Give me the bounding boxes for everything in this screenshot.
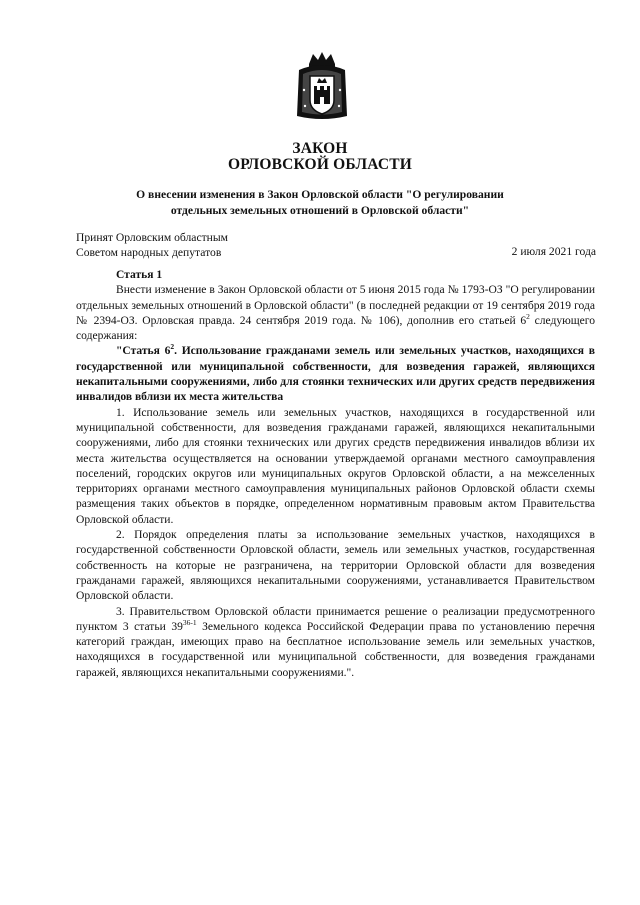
adoption-line-1: Принят Орловским областным [76,231,228,244]
article-intro [76,283,595,344]
article-intro-text: Внести изменение в Закон Орловской области от 5 июня 2015 года № 1793-ОЗ "О регулировании отдельных земельных отношений в Орловской области" (в последней редакции от 19 сентября 2019 года № 2394-ОЗ. Орловская правда. 24 сентября 2019 года. № 106), дополнив его статьей 6 [76,284,595,327]
adoption-line-2: Советом народных депутатов [76,246,222,259]
adoption-date: 2 июля 2021 года [511,245,596,258]
region-title: ОРЛОВСКОЙ ОБЛАСТИ [227,156,413,173]
orel-coat-of-arms-icon [293,50,351,124]
law-body [76,268,595,681]
clause-3-superscript: 36-1 [182,617,197,627]
clause-3-tail: Земельного кодекса Российской Федерации права по установлению перечня категорий граждан, имеющих право на бесплатное использование земель или земельных участков, находящихся в государственной или муниципальной собственности, для возведения гражданами гаражей, являющихся некапитальными сооружениями.". [76,620,595,679]
article-intro-tail: следующего содержания: [76,314,596,343]
adoption-note [76,230,228,260]
article-intro-superscript: 2 [526,312,530,322]
clause-2: 2. Порядок определения платы за использование земельных участков, находящихся в государственной собственности Орловской области, земель или земельных участков, государственная собственность на которые не разграничена, на территории Орловской области для возведения гражданами гаражей, являющихся некапитальными сооружениями, устанавливается Правительством Орловской области. [76,529,595,603]
article-heading: Статья 1 [116,269,163,281]
new-article-title-a: "Статья 6 [116,345,171,358]
new-article-title-b: . Использование гражданами земель или земельных участков, находящихся в государственной или муниципальной собственности, для возведения гаражей, являющихся некапитальными сооружениями, либо для стоянки технических или других средств передвижения инвалидов вблизи их места жительства [76,345,595,404]
new-article-superscript: 2 [170,342,175,352]
law-subtitle: О внесении изменения в Закон Орловской области "О регулировании отдельных земельных отношений в Орловской области" [136,188,504,217]
new-article-title [76,344,595,405]
clause-3-text: 3. Правительством Орловской области принимается решение о реализации предусмотренного пунктом 3 статьи 39 [76,605,595,633]
clause-3 [76,605,595,681]
clause-1: 1. Использование земель или земельных участков, находящихся в государственной или муниципальной собственности, для возведения гражданами гаражей, являющихся некапитальными сооружениями, либо для стоянки технических или других средств передвижения инвалидов вблизи их места жительства осуществляется на основании утверждаемой органами местного самоуправления поселений, городских округов или муниципальных округов Орловской области, а на межселенных территориях органами местного самоуправления муниципальных районов Орловской области схемы размещения таких объектов в порядке, определенном нормативным правовым актом Правительства Орловской области. [76,406,595,526]
law-title: ЗАКОН [292,140,348,157]
